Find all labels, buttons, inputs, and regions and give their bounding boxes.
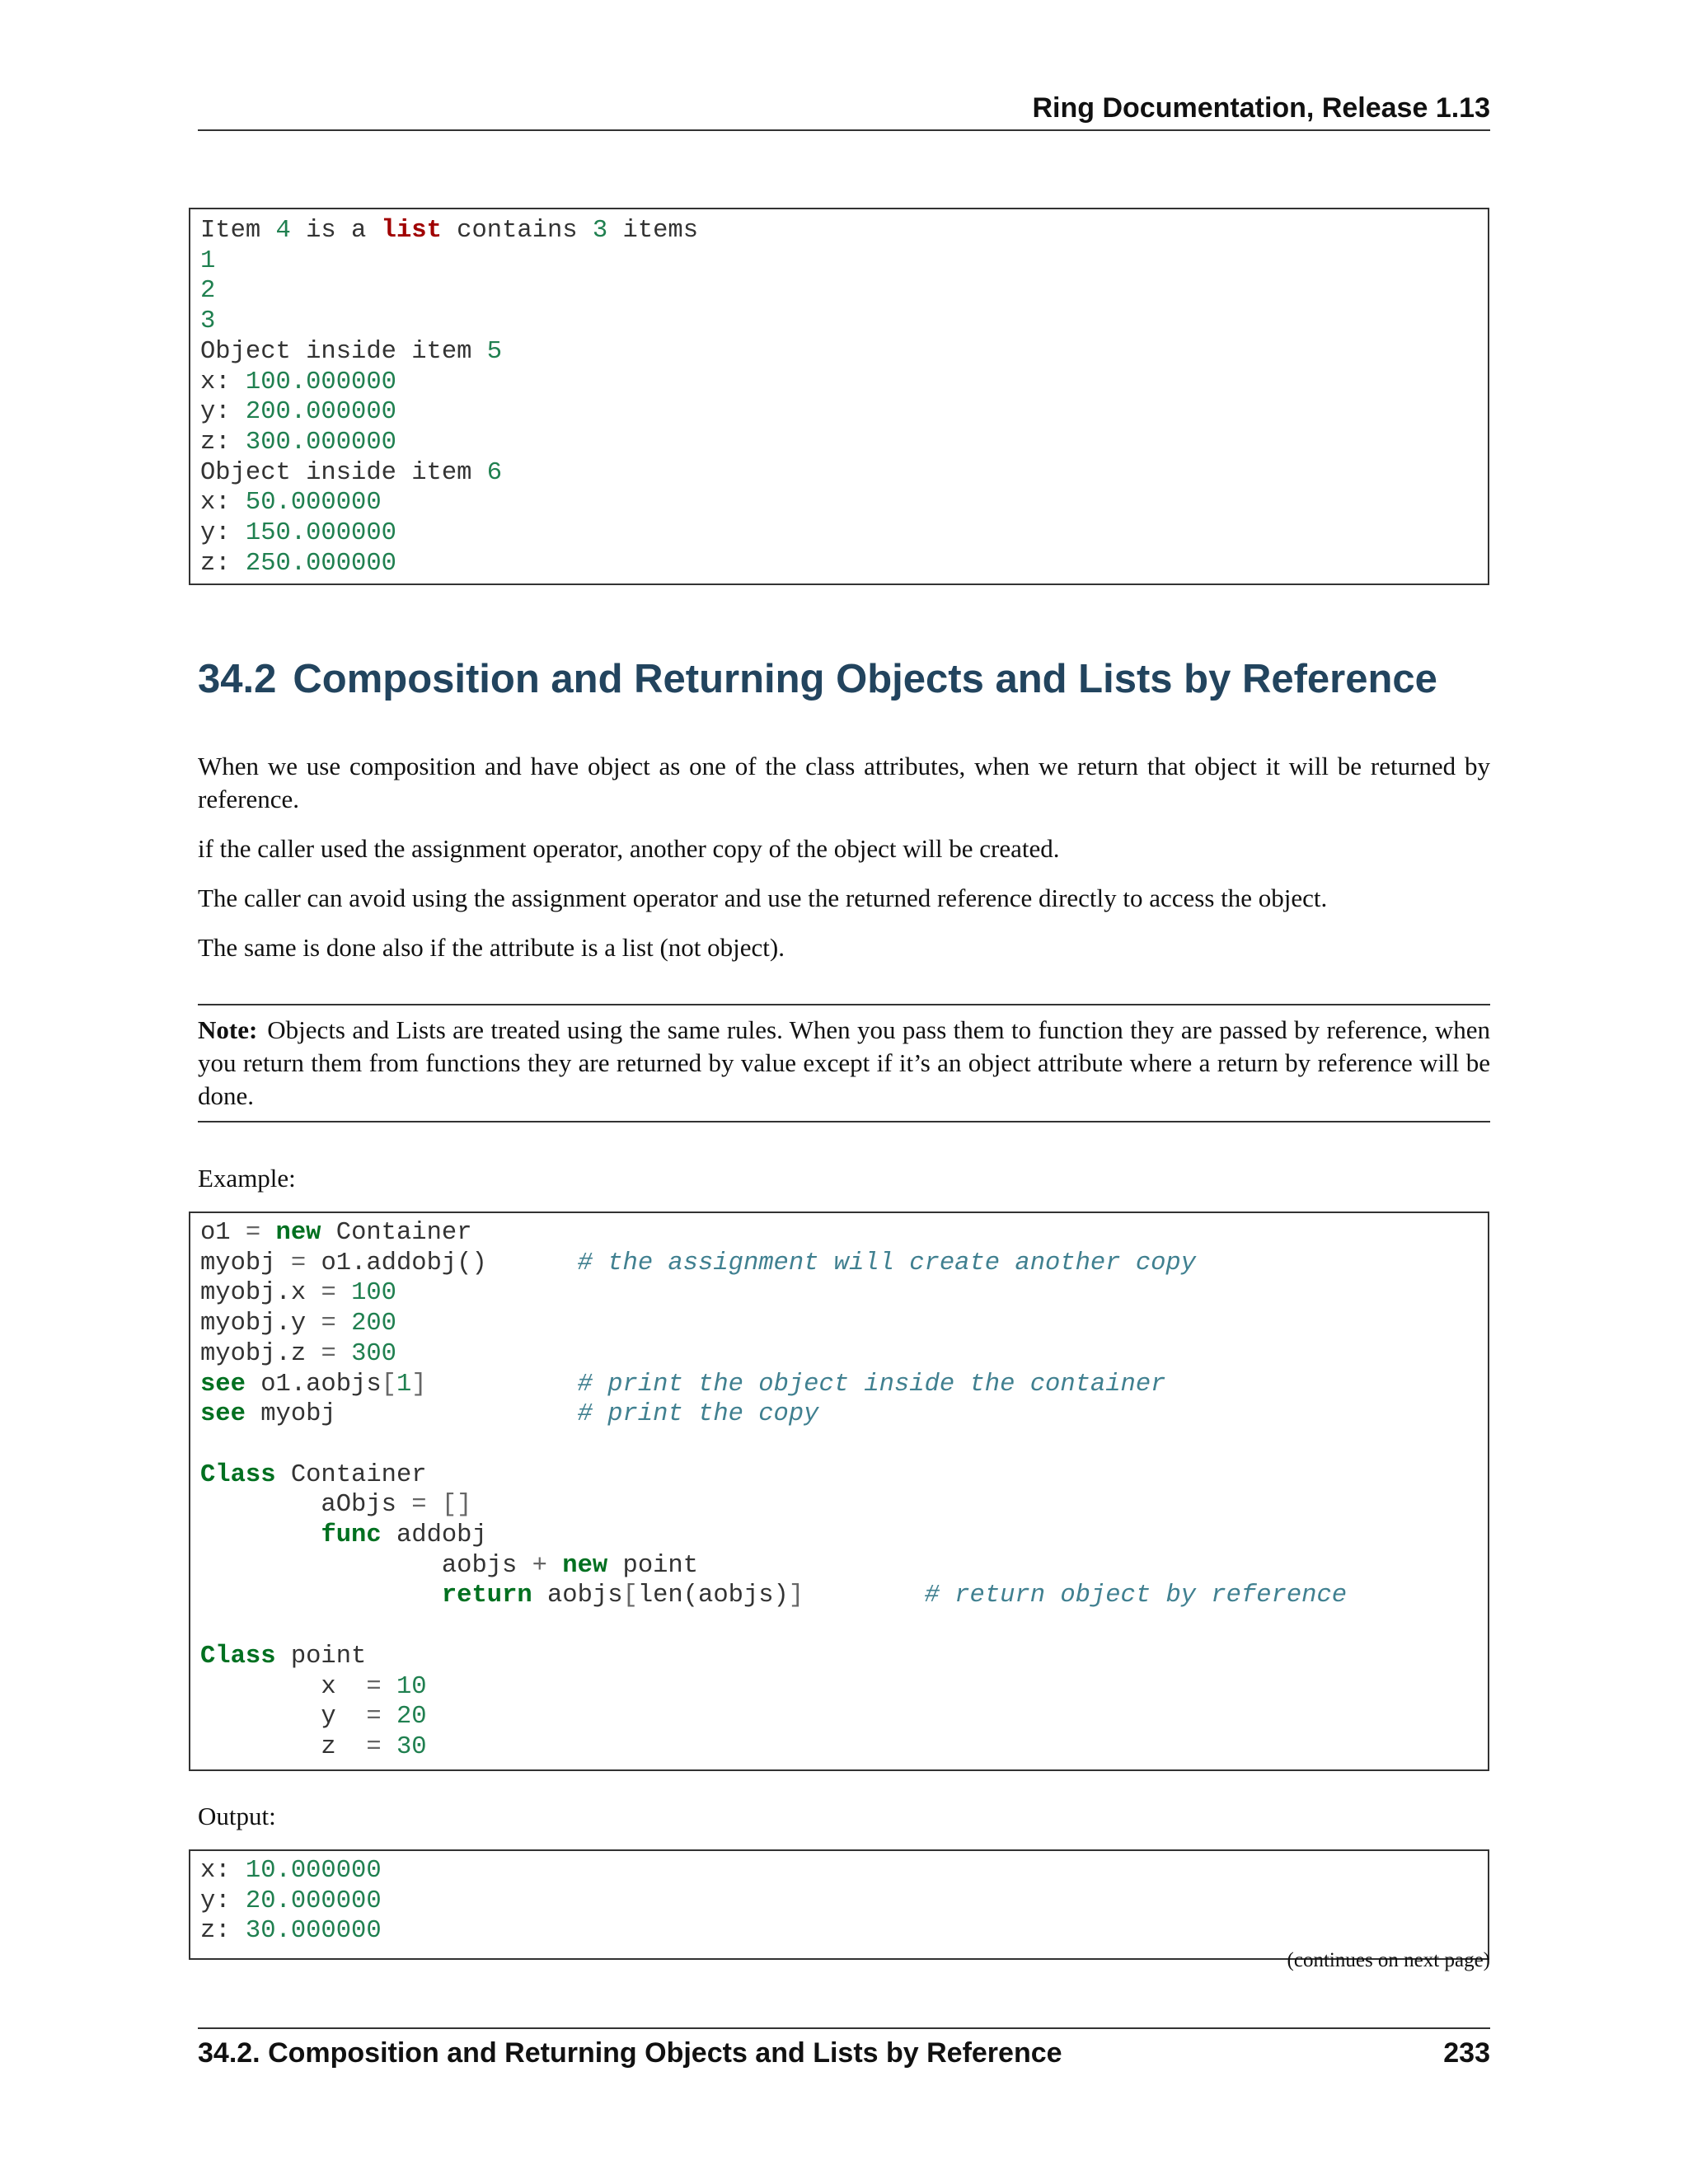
code-line: x: 100.000000 — [200, 368, 396, 396]
note-box — [198, 1004, 1490, 1122]
paragraph: if the caller used the assignment operator, another copy of the object will be created. — [198, 834, 1060, 863]
code-line: Object inside item 5 — [200, 337, 503, 366]
code-line: x = 10 — [200, 1672, 427, 1701]
code-line: x: 10.000000 — [200, 1857, 382, 1885]
code-line: Class point — [200, 1642, 367, 1671]
code-line: y = 20 — [200, 1703, 427, 1732]
example-code-block — [189, 1212, 1489, 1771]
section-number: 34.2 — [198, 657, 277, 701]
output-code-block-2 — [189, 1849, 1489, 1960]
code-line: myobj = o1.addobj() # the assignment will create another copy — [200, 1249, 1197, 1277]
code-line: return aobjs[len(aobjs)] # return object by reference — [441, 1582, 1348, 1610]
code-line: 2 — [200, 277, 216, 306]
code-line: myobj.z = 300 — [200, 1339, 396, 1368]
example-label: Example: — [198, 1164, 296, 1193]
output-code-text — [200, 216, 698, 579]
continues-note: (continues on next page) — [1287, 1949, 1490, 1971]
code-line: z: 30.000000 — [200, 1917, 382, 1946]
code-line: z: 250.000000 — [200, 549, 396, 578]
output-label: Output: — [198, 1802, 276, 1830]
code-line: o1 = new Container — [200, 1219, 472, 1247]
code-line: z: 300.000000 — [200, 428, 396, 457]
page-number: 233 — [1443, 2037, 1490, 2069]
code-line: 3 — [200, 307, 216, 336]
output-code-text-2 — [200, 1856, 382, 1947]
code-line: see myobj # print the copy — [200, 1400, 819, 1429]
note-text-block — [198, 1014, 1490, 1113]
code-line: aobjs + new point — [200, 1551, 699, 1580]
note-text: Objects and Lists are treated using the same rules. When you pass them to function they are passed by reference, when you return them from functions they are returned by value except if it’s an object attribute where a return by reference will be done. — [198, 1015, 1490, 1110]
code-line: see o1.aobjs[1] # print the object inside the container — [200, 1370, 1166, 1399]
code-line: myobj.y = 200 — [200, 1310, 396, 1338]
code-line: myobj.x = 100 — [200, 1279, 396, 1308]
paragraph: The caller can avoid using the assignment operator and use the returned reference directly to access the object. — [198, 883, 1328, 912]
page-footer — [198, 2027, 1490, 2079]
page-header — [198, 92, 1490, 131]
code-line: Item 4 is a list contains 3 items — [200, 217, 699, 245]
code-line: Object inside item 6 — [200, 458, 503, 487]
code-line: Class Container — [200, 1460, 427, 1489]
paragraph: The same is done also if the attribute is a list (not object). — [198, 933, 785, 962]
code-line: aObjs = [] — [200, 1491, 472, 1520]
paragraph: When we use composition and have object as one of the class attributes, when we return that object it will be returned by reference. — [198, 752, 1490, 813]
code-line: func addobj — [321, 1521, 487, 1550]
code-line: y: 200.000000 — [200, 398, 396, 427]
document-title: Ring Documentation, Release 1.13 — [1032, 92, 1490, 124]
example-code-text — [200, 1218, 1347, 1763]
section-heading — [198, 656, 1437, 702]
note-label: Note: — [198, 1015, 258, 1044]
code-line: z = 30 — [200, 1732, 427, 1761]
output-code-block — [189, 208, 1489, 585]
section-title-text: Composition and Returning Objects and Lists by Reference — [293, 657, 1437, 701]
code-line: 1 — [200, 246, 216, 275]
footer-section-title: 34.2. Composition and Returning Objects and Lists by Reference — [198, 2037, 1062, 2069]
code-line: x: 50.000000 — [200, 489, 382, 518]
code-line: y: 150.000000 — [200, 519, 396, 548]
code-line: y: 20.000000 — [200, 1886, 382, 1915]
